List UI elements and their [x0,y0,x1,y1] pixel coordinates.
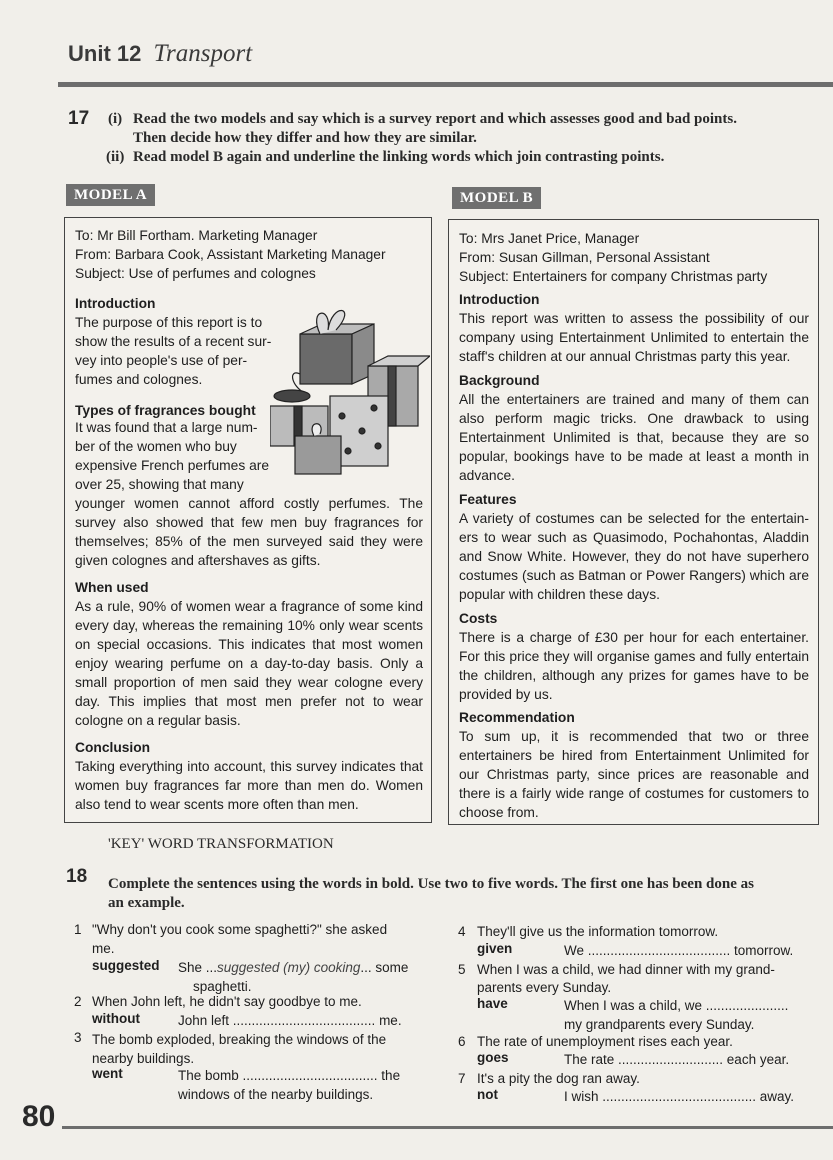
model-b-subject: Subject: Entertainers for company Christmas party [459,269,768,284]
model-b-features-heading: Features [459,492,517,507]
answer-prefix: She ... [178,960,218,975]
sentence-number: 3 [74,1030,82,1045]
model-a-types-line: ber of the women who buy [75,439,237,454]
model-b-costs-text: There is a charge of £30 per hour for each entertainer. For this price they will organise games and fully entertain the children, although any prizes for games have to be provided by us. [459,630,809,702]
model-a-types-line: over 25, showing that many [75,477,244,492]
answer-fill: suggested (my) cooking [217,960,361,975]
model-a-conclusion-heading: Conclusion [75,740,151,755]
answer-blank[interactable]: I wish ......................................... away. [564,1089,795,1104]
answer-line2: spaghetti. [193,979,252,994]
answer-blank[interactable]: The rate ............................ each year. [564,1052,790,1067]
key-word: goes [477,1050,509,1065]
sentence-text: nearby buildings. [92,1051,195,1066]
unit-topic: Transport [153,40,253,67]
ex17-instr-ii-marker: (ii) [106,149,125,165]
key-word: without [92,1011,140,1026]
model-a-from: From: Barbara Cook, Assistant Marketing Manager [75,247,386,262]
model-a-when-heading: When used [75,580,149,595]
model-a-subject: Subject: Use of perfumes and colognes [75,266,316,281]
model-a-when-text: As a rule, 90% of women wear a fragrance of some kind every day, whereas the remaining 10% only wear scents on special occasions. This indicates that most women enjoy wearing perfume on a day-to-day basis. Only a small proportion of men said they wear cologne every day. This implies that most men prefer not to wear cologne on a regular basis. [75,599,423,728]
model-b-background-text: All the entertainers are trained and many of them can also perform magic tricks. One drawback to using Entertainment Unlimited is that, because they are so popular, bookings have to be made at least a month in advance. [459,392,809,483]
answer-blank[interactable]: The bomb .................................... the [178,1068,401,1083]
sentence-number: 5 [458,962,466,977]
model-a-intro-line: show the results of a recent sur- [75,334,272,349]
sentence-number: 7 [458,1071,466,1086]
ex17-instr-i-line1: Read the two models and say which is a survey report and which assesses good and bad points. [133,111,737,127]
model-a-box [64,217,432,823]
section-title: 'KEY' WORD TRANSFORMATION [108,836,334,852]
model-b-from: From: Susan Gillman, Personal Assistant [459,250,710,265]
unit-title [68,40,252,68]
answer-blank[interactable]: When I was a child, we ...................... [564,998,789,1013]
unit-label: Unit [68,41,111,66]
sentence-number: 1 [74,922,82,937]
model-a-to: To: Mr Bill Fortham. Marketing Manager [75,228,318,243]
gift-boxes-illustration [270,296,430,476]
footer-rule [62,1126,833,1129]
ex17-instr-ii: Read model B again and underline the linking words which join contrasting points. [133,149,665,165]
ex17-instr-i-line2: Then decide how they differ and how they are similar. [133,130,477,146]
model-b-recommendation-text: To sum up, it is recommended that two or three entertainers be hired from Entertainment Unlimited for our Christmas party, since prices are reasonable and there is a fairly wide range of costumes for customers to choose from. [459,729,809,820]
sentence-text: When John left, he didn't say goodbye to me. [92,994,362,1009]
key-word: not [477,1087,498,1102]
exercise-18-number: 18 [66,866,88,887]
exercise-17-number: 17 [68,108,90,129]
unit-number: 12 [116,41,142,66]
model-a-conclusion-text: Taking everything into account, this survey indicates that women buy fragrances far more than men do. Women also tend to wear scents more often than men. [75,759,423,812]
model-b-background-heading: Background [459,373,540,388]
model-b-features-text: A variety of costumes can be selected for the entertain-ers to wear such as Quasimodo, Pochahontas, Aladdin and Snow White. However, they do not have superhero costumes (such as Batman or Power Rangers) which are popular with children these days. [459,511,809,602]
answer-line2: windows of the nearby buildings. [178,1087,374,1102]
answer-line2: my grandparents every Sunday. [564,1017,755,1032]
model-a-tag: MODEL A [66,184,155,206]
ex17-instr-i-marker: (i) [108,111,123,127]
example-answer [178,958,408,977]
ex18-instr-line1: Complete the sentences using the words in bold. Use two to five words. The first one has been done as [108,876,754,892]
sentence-text: The bomb exploded, breaking the windows of the [92,1032,387,1047]
model-b-recommendation-heading: Recommendation [459,710,575,725]
model-b-to: To: Mrs Janet Price, Manager [459,231,640,246]
answer-blank[interactable]: John left ...................................... me. [178,1013,402,1028]
model-b-costs-heading: Costs [459,611,498,626]
key-word: given [477,941,513,956]
sentence-number: 6 [458,1034,466,1049]
sentence-text: They'll give us the information tomorrow. [477,924,719,939]
model-a-intro-line: fumes and colognes. [75,372,203,387]
model-a-types-line: It was found that a large num- [75,420,258,435]
page-number: 80 [22,1100,56,1133]
model-a-types-line: expensive French perfumes are [75,458,270,473]
key-word: have [477,996,508,1011]
sentence-text: parents every Sunday. [477,980,612,995]
sentence-text: When I was a child, we had dinner with my grand- [477,962,775,977]
model-b-box [448,219,819,825]
ex18-instr-line2: an example. [108,895,185,911]
model-a-intro-line: The purpose of this report is to [75,315,263,330]
model-a-intro-line: vey into people's use of per- [75,353,248,368]
sentence-number: 4 [458,924,466,939]
model-a-types-text: younger women cannot afford costly perfumes. The survey also showed that few men buy fragrances for themselves; 85% of the men surveyed said they were given colognes and aftershaves as gifts. [75,496,423,568]
sentence-number: 2 [74,994,82,1009]
model-a-types-heading: Types of fragrances bought [75,403,256,418]
model-b-intro-heading: Introduction [459,292,540,307]
key-word: suggested [92,958,160,973]
model-a-intro-heading: Introduction [75,296,156,311]
answer-blank[interactable]: We ...................................... tomorrow. [564,943,794,958]
model-b-intro-text: This report was written to assess the possibility of our company using Entertainment Unlimited to entertain the staff's children at our annual Christmas party this year. [459,311,809,364]
model-b-tag: MODEL B [452,187,541,209]
answer-suffix: ... some [360,960,409,975]
sentence-text: "Why don't you cook some spaghetti?" she asked [92,922,388,937]
sentence-text: me. [92,941,115,956]
sentence-text: The rate of unemployment rises each year. [477,1034,733,1049]
key-word: went [92,1066,123,1081]
header-rule [58,82,833,87]
sentence-text: It's a pity the dog ran away. [477,1071,640,1086]
